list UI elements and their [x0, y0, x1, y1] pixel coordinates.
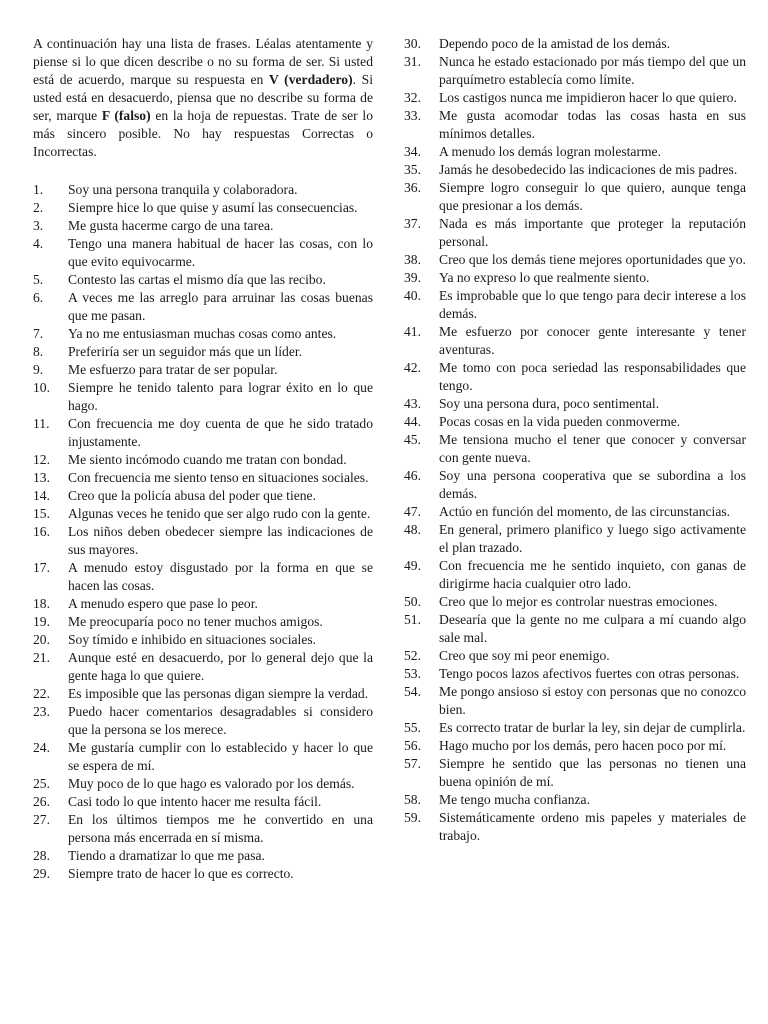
statement-item [33, 739, 373, 775]
statement-text: Hago mucho por los demás, pero hacen poco por mí. [439, 738, 727, 753]
statement-text: En general, primero planifico y luego sigo activamente el plan trazado. [439, 522, 746, 555]
statement-text: Creo que lo mejor es controlar nuestras emociones. [439, 594, 718, 609]
true-option-label: V (verdadero) [268, 72, 353, 87]
statement-item [33, 811, 373, 847]
statement-number: 39. [404, 270, 421, 285]
statement-number: 20. [33, 632, 50, 647]
statement-text: Preferiría ser un seguidor más que un líder. [68, 344, 303, 359]
statement-number: 3. [33, 218, 44, 233]
statement-number: 52. [404, 648, 421, 663]
statement-number: 41. [404, 324, 421, 339]
statement-number: 25. [33, 776, 50, 791]
statement-number: 1. [33, 182, 44, 197]
statement-text: Pocas cosas en la vida pueden conmoverme. [439, 414, 681, 429]
statement-text: Dependo poco de la amistad de los demás. [439, 36, 671, 51]
statement-item [33, 703, 373, 739]
statement-item [33, 361, 373, 379]
statement-item [404, 593, 746, 611]
right-column [404, 35, 746, 845]
statement-number: 21. [33, 650, 50, 665]
statement-text: Actúo en función del momento, de las circunstancias. [439, 504, 731, 519]
statement-text: Los castigos nunca me impidieron hacer lo que quiero. [439, 90, 737, 105]
statement-text: Me gusta hacerme cargo de una tarea. [68, 218, 274, 233]
statement-text: Me tomo con poca seriedad las responsabilidades que tengo. [439, 360, 746, 393]
statement-text: Es imposible que las personas digan siempre la verdad. [68, 686, 369, 701]
statement-text: Es correcto tratar de burlar la ley, sin dejar de cumplirla. [439, 720, 746, 735]
statement-number: 57. [404, 756, 421, 771]
statement-text: Soy tímido e inhibido en situaciones sociales. [68, 632, 317, 647]
statement-text: Siempre logro conseguir lo que quiero, aunque tenga que presionar a los demás. [439, 180, 746, 213]
statement-number: 13. [33, 470, 50, 485]
statement-item [404, 611, 746, 647]
statement-item [404, 251, 746, 269]
statement-text: Los niños deben obedecer siempre las indicaciones de sus mayores. [68, 524, 373, 557]
statement-number: 55. [404, 720, 421, 735]
statement-number: 8. [33, 344, 44, 359]
statement-item [33, 865, 373, 883]
statement-item [404, 503, 746, 521]
statement-number: 18. [33, 596, 50, 611]
statement-text: Ya no expreso lo que realmente siento. [439, 270, 650, 285]
statement-text: Con frecuencia me siento tenso en situaciones sociales. [68, 470, 369, 485]
statement-item [404, 683, 746, 719]
statement-item [404, 35, 746, 53]
statement-number: 2. [33, 200, 44, 215]
statement-text: Sistemáticamente ordeno mis papeles y materiales de trabajo. [439, 810, 746, 843]
statement-item [404, 215, 746, 251]
statement-item [404, 107, 746, 143]
statement-number: 53. [404, 666, 421, 681]
statement-number: 36. [404, 180, 421, 195]
statement-number: 51. [404, 612, 421, 627]
false-option-label: F (falso) [101, 108, 151, 123]
statement-text: Es improbable que lo que tengo para decir interese a los demás. [439, 288, 746, 321]
statement-number: 12. [33, 452, 50, 467]
statement-text: Tengo una manera habitual de hacer las cosas, con lo que evito equivocarme. [68, 236, 373, 269]
statement-item [404, 395, 746, 413]
statement-number: 16. [33, 524, 50, 539]
statement-text: Me pongo ansioso si estoy con personas que no conozco bien. [439, 684, 746, 717]
statement-list-left [33, 181, 373, 883]
statement-text: A menudo espero que pase lo peor. [68, 596, 258, 611]
statement-item [33, 217, 373, 235]
statement-number: 40. [404, 288, 421, 303]
statement-item [404, 161, 746, 179]
statement-text: En los últimos tiempos me he convertido en una persona más encerrada en sí misma. [68, 812, 373, 845]
statement-number: 43. [404, 396, 421, 411]
statement-number: 9. [33, 362, 44, 377]
statement-text: Muy poco de lo que hago es valorado por los demás. [68, 776, 355, 791]
statement-text: Creo que soy mi peor enemigo. [439, 648, 610, 663]
statement-text: Tiendo a dramatizar lo que me pasa. [68, 848, 265, 863]
statement-number: 38. [404, 252, 421, 267]
statement-item [404, 53, 746, 89]
statement-text: Tengo pocos lazos afectivos fuertes con otras personas. [439, 666, 740, 681]
statement-item [404, 413, 746, 431]
statement-text: Con frecuencia me doy cuenta de que he sido tratado injustamente. [68, 416, 373, 449]
statement-item [404, 665, 746, 683]
statement-number: 44. [404, 414, 421, 429]
statement-item [33, 325, 373, 343]
statement-number: 59. [404, 810, 421, 825]
statement-item [33, 415, 373, 451]
statement-item [33, 847, 373, 865]
statement-number: 23. [33, 704, 50, 719]
statement-number: 31. [404, 54, 421, 69]
statement-item [404, 359, 746, 395]
statement-item [404, 143, 746, 161]
statement-number: 32. [404, 90, 421, 105]
statement-item [404, 467, 746, 503]
statement-item [404, 737, 746, 755]
statement-number: 24. [33, 740, 50, 755]
statement-item [404, 287, 746, 323]
statement-item [33, 649, 373, 685]
statement-text: Me gusta acomodar todas las cosas hasta en sus mínimos detalles. [439, 108, 746, 141]
statement-item [33, 469, 373, 487]
statement-item [404, 89, 746, 107]
statement-number: 58. [404, 792, 421, 807]
statement-number: 6. [33, 290, 44, 305]
statement-number: 28. [33, 848, 50, 863]
statement-item [33, 523, 373, 559]
statement-number: 49. [404, 558, 421, 573]
statement-text: Algunas veces he tenido que ser algo rudo con la gente. [68, 506, 371, 521]
statement-text: Soy una persona tranquila y colaboradora. [68, 182, 298, 197]
statement-text: Contesto las cartas el mismo día que las recibo. [68, 272, 326, 287]
statement-number: 34. [404, 144, 421, 159]
statement-text: Ya no me entusiasman muchas cosas como antes. [68, 326, 337, 341]
statement-number: 35. [404, 162, 421, 177]
statement-item [33, 289, 373, 325]
statement-text: Me tensiona mucho el tener que conocer y conversar con gente nueva. [439, 432, 746, 465]
statement-item [404, 755, 746, 791]
instructions-text-1: A continuación hay una lista de frases. Léalas atentamente y piense si lo que dicen describe o no su forma de ser. Si usted está de acuerdo, marque su respuesta en [33, 36, 373, 87]
left-column [33, 35, 373, 883]
statement-number: 46. [404, 468, 421, 483]
statement-number: 37. [404, 216, 421, 231]
statement-item [33, 631, 373, 649]
statement-text: Me esfuerzo para tratar de ser popular. [68, 362, 278, 377]
statement-item [404, 809, 746, 845]
statement-item [404, 719, 746, 737]
statement-item [33, 379, 373, 415]
statement-item [404, 791, 746, 809]
statement-text: Me preocuparía poco no tener muchos amigos. [68, 614, 323, 629]
statement-text: Siempre he sentido que las personas no tienen una buena opinión de mí. [439, 756, 746, 789]
statement-text: Soy una persona dura, poco sentimental. [439, 396, 660, 411]
statement-item [33, 487, 373, 505]
statement-number: 33. [404, 108, 421, 123]
statement-text: Casi todo lo que intento hacer me resulta fácil. [68, 794, 322, 809]
statement-text: A veces me las arreglo para arruinar las cosas buenas que me pasan. [68, 290, 373, 323]
statement-text: Me siento incómodo cuando me tratan con bondad. [68, 452, 347, 467]
statement-number: 22. [33, 686, 50, 701]
statement-text: Nunca he estado estacionado por más tiempo del que un parquímetro establecía como límite. [439, 54, 746, 87]
statement-item [404, 179, 746, 215]
instructions-paragraph [33, 35, 373, 161]
statement-text: Aunque esté en desacuerdo, por lo general dejo que la gente haga lo que quiere. [68, 650, 373, 683]
statement-text: Siempre hice lo que quise y asumí las consecuencias. [68, 200, 358, 215]
statement-number: 19. [33, 614, 50, 629]
statement-number: 5. [33, 272, 44, 287]
statement-text: A menudo los demás logran molestarme. [439, 144, 661, 159]
statement-item [33, 343, 373, 361]
statement-number: 56. [404, 738, 421, 753]
statement-text: Con frecuencia me he sentido inquieto, con ganas de dirigirme hacia cualquier otro lado. [439, 558, 746, 591]
statement-number: 14. [33, 488, 50, 503]
statement-item [404, 323, 746, 359]
statement-text: Siempre trato de hacer lo que es correcto. [68, 866, 294, 881]
statement-number: 30. [404, 36, 421, 51]
statement-number: 11. [33, 416, 50, 431]
statement-number: 27. [33, 812, 50, 827]
statement-item [404, 521, 746, 557]
statement-number: 42. [404, 360, 421, 375]
statement-text: Nada es más importante que proteger la reputación personal. [439, 216, 746, 249]
statement-text: Puedo hacer comentarios desagradables si considero que la persona se los merece. [68, 704, 373, 737]
statement-item [404, 557, 746, 593]
statement-text: Jamás he desobedecido las indicaciones de mis padres. [439, 162, 738, 177]
statement-number: 10. [33, 380, 50, 395]
statement-number: 15. [33, 506, 50, 521]
statement-item [404, 269, 746, 287]
statement-item [33, 235, 373, 271]
statement-item [33, 793, 373, 811]
statement-item [33, 451, 373, 469]
statement-item [33, 271, 373, 289]
statement-item [33, 559, 373, 595]
statement-item [33, 505, 373, 523]
statement-text: Creo que la policía abusa del poder que tiene. [68, 488, 316, 503]
statement-list-right [404, 35, 746, 845]
statement-text: A menudo estoy disgustado por la forma en que se hacen las cosas. [68, 560, 373, 593]
statement-text: Me esfuerzo por conocer gente interesante y tener aventuras. [439, 324, 746, 357]
statement-text: Me tengo mucha confianza. [439, 792, 590, 807]
instructions-text-3: en la hoja de repuestas. Trate de ser lo más sincero posible. No hay respuestas Correctas o Incorrectas. [33, 108, 373, 159]
statement-number: 7. [33, 326, 44, 341]
instructions-text-2: . Si usted está en desacuerdo, piensa que no describe su forma de ser, marque [33, 72, 373, 123]
statement-number: 54. [404, 684, 421, 699]
statement-item [33, 685, 373, 703]
statement-item [33, 595, 373, 613]
statement-number: 48. [404, 522, 421, 537]
statement-number: 17. [33, 560, 50, 575]
statement-number: 29. [33, 866, 50, 881]
statement-number: 47. [404, 504, 421, 519]
statement-number: 26. [33, 794, 50, 809]
statement-item [33, 775, 373, 793]
statement-text: Desearía que la gente no me culpara a mí cuando algo sale mal. [439, 612, 746, 645]
statement-text: Siempre he tenido talento para lograr éxito en lo que hago. [68, 380, 373, 413]
statement-item [404, 431, 746, 467]
statement-text: Me gustaría cumplir con lo establecido y hacer lo que se espera de mí. [68, 740, 373, 773]
statement-item [404, 647, 746, 665]
statement-number: 45. [404, 432, 421, 447]
statement-item [33, 613, 373, 631]
statement-number: 4. [33, 236, 44, 251]
statement-item [33, 199, 373, 217]
statement-text: Creo que los demás tiene mejores oportunidades que yo. [439, 252, 746, 267]
statement-text: Soy una persona cooperativa que se subordina a los demás. [439, 468, 746, 501]
statement-number: 50. [404, 594, 421, 609]
statement-item [33, 181, 373, 199]
